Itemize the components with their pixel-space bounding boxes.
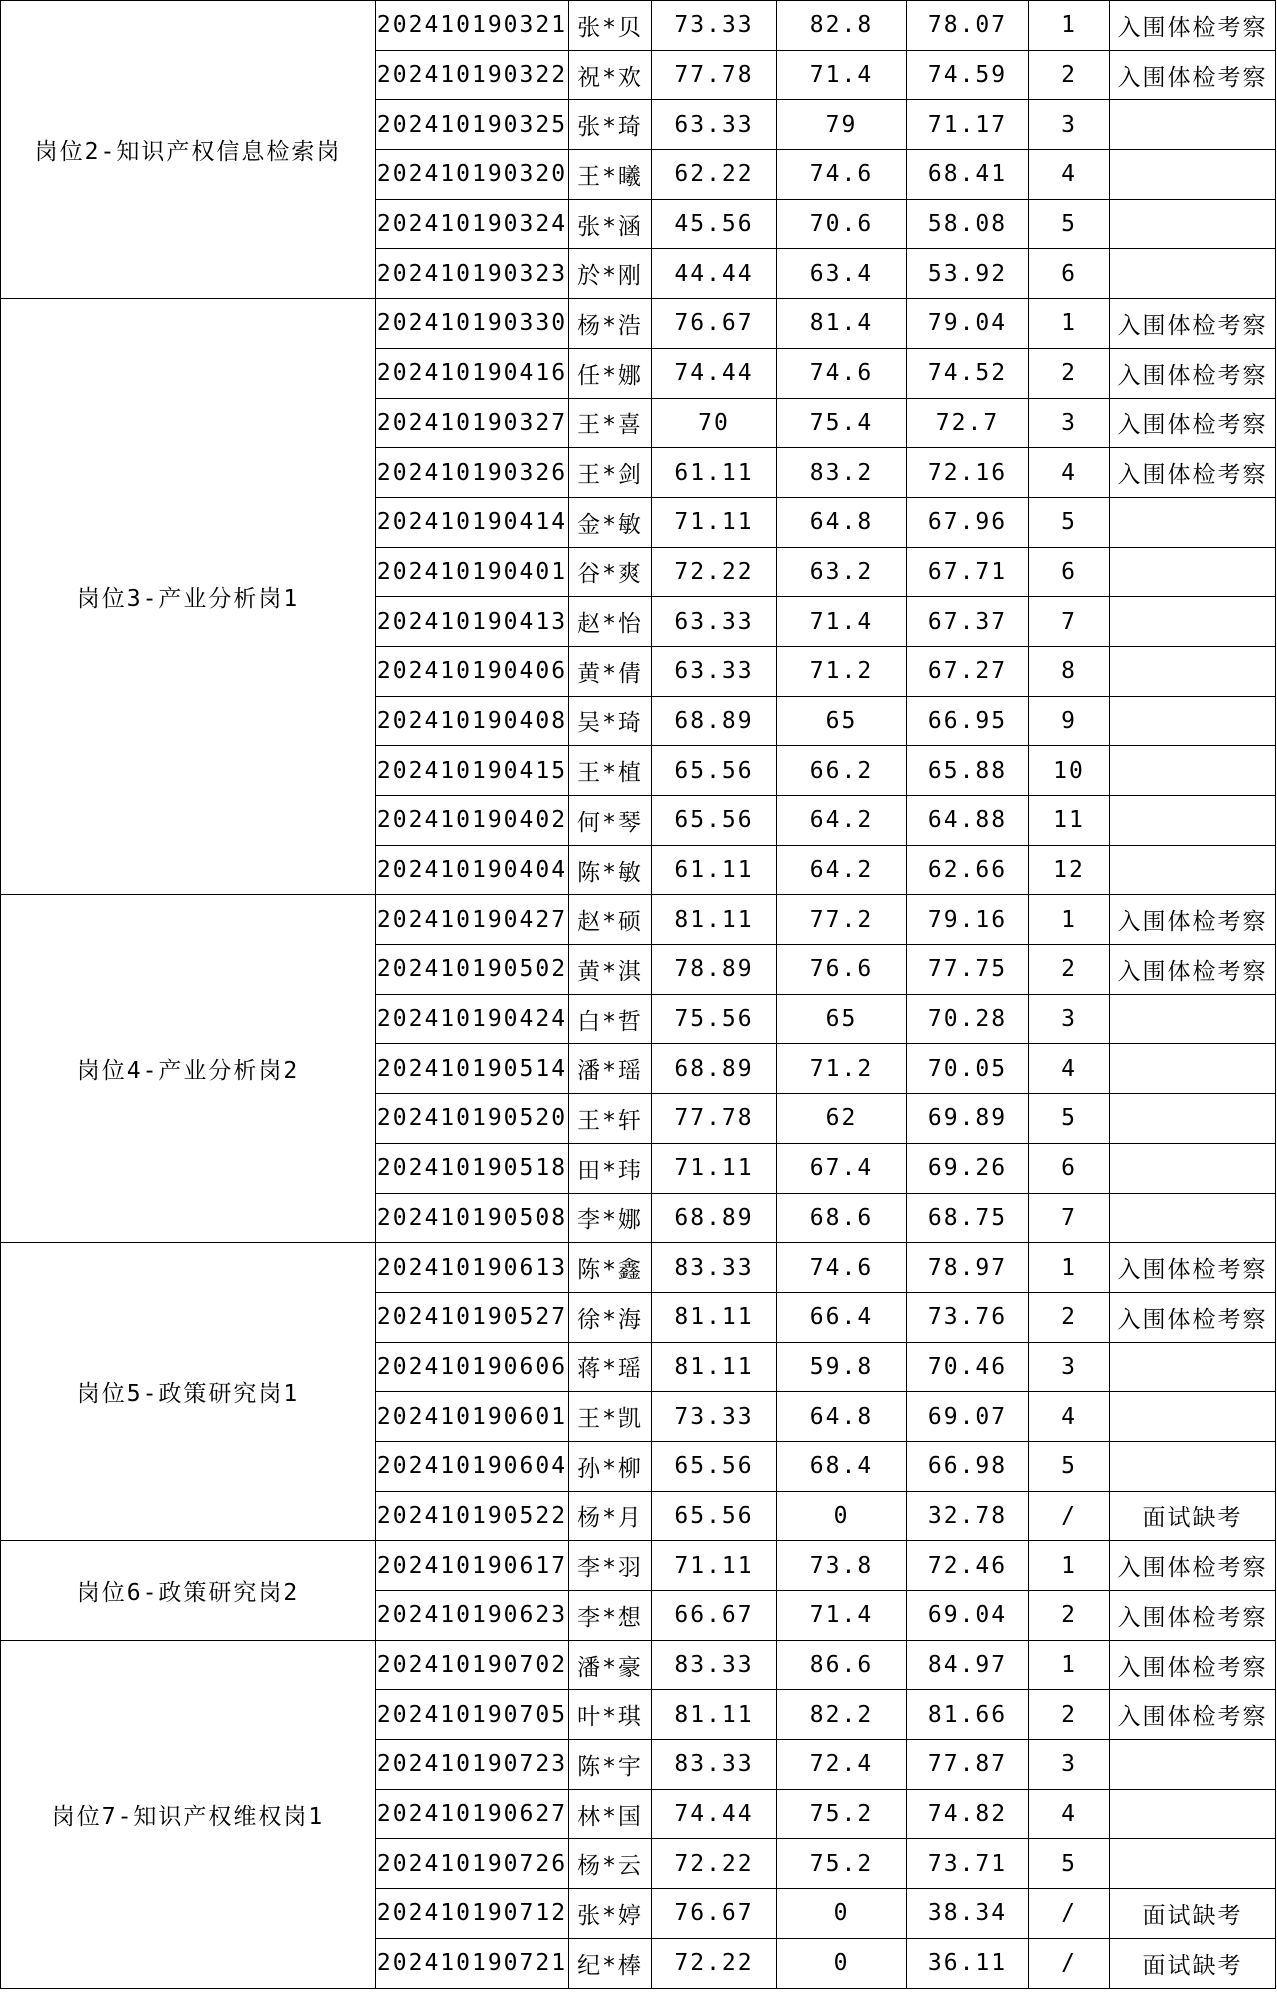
rank-cell: 5 xyxy=(1029,199,1110,249)
written-score-cell: 78.89 xyxy=(652,945,777,995)
remark-cell: 入围体检考察 xyxy=(1110,1541,1276,1591)
written-score-cell: 83.33 xyxy=(652,1740,777,1790)
candidate-name-cell: 黄*倩 xyxy=(569,646,652,696)
interview-score-cell: 66.2 xyxy=(777,746,907,796)
total-score-cell: 62.66 xyxy=(907,845,1029,895)
candidate-name-cell: 陈*宇 xyxy=(569,1740,652,1790)
total-score-cell: 68.75 xyxy=(907,1193,1029,1243)
candidate-name-cell: 王*植 xyxy=(569,746,652,796)
written-score-cell: 65.56 xyxy=(652,796,777,846)
post-name-cell: 岗位7-知识产权维权岗1 xyxy=(1,1640,376,1988)
total-score-cell: 53.92 xyxy=(907,249,1029,299)
rank-cell: 7 xyxy=(1029,1193,1110,1243)
interview-score-cell: 65 xyxy=(777,994,907,1044)
candidate-id-cell: 202410190712 xyxy=(376,1889,569,1939)
candidate-name-cell: 张*涵 xyxy=(569,199,652,249)
interview-score-cell: 65 xyxy=(777,696,907,746)
candidate-name-cell: 潘*豪 xyxy=(569,1640,652,1690)
written-score-cell: 44.44 xyxy=(652,249,777,299)
total-score-cell: 67.27 xyxy=(907,646,1029,696)
candidate-id-cell: 202410190522 xyxy=(376,1491,569,1541)
candidate-id-cell: 202410190320 xyxy=(376,150,569,200)
total-score-cell: 84.97 xyxy=(907,1640,1029,1690)
candidate-name-cell: 金*敏 xyxy=(569,497,652,547)
rank-cell: 4 xyxy=(1029,448,1110,498)
written-score-cell: 68.89 xyxy=(652,1193,777,1243)
written-score-cell: 75.56 xyxy=(652,994,777,1044)
candidate-name-cell: 林*国 xyxy=(569,1789,652,1839)
remark-cell: 入围体检考察 xyxy=(1110,448,1276,498)
candidate-name-cell: 於*刚 xyxy=(569,249,652,299)
rank-cell: 3 xyxy=(1029,100,1110,150)
written-score-cell: 71.11 xyxy=(652,1143,777,1193)
remark-cell xyxy=(1110,1740,1276,1790)
total-score-cell: 32.78 xyxy=(907,1491,1029,1541)
interview-score-cell: 63.2 xyxy=(777,547,907,597)
total-score-cell: 78.07 xyxy=(907,1,1029,51)
post-name-cell: 岗位5-政策研究岗1 xyxy=(1,1243,376,1541)
rank-cell: / xyxy=(1029,1889,1110,1939)
remark-cell xyxy=(1110,1143,1276,1193)
total-score-cell: 67.37 xyxy=(907,597,1029,647)
rank-cell: 6 xyxy=(1029,249,1110,299)
total-score-cell: 74.82 xyxy=(907,1789,1029,1839)
candidate-name-cell: 徐*海 xyxy=(569,1292,652,1342)
candidate-id-cell: 202410190413 xyxy=(376,597,569,647)
remark-cell: 面试缺考 xyxy=(1110,1938,1276,1988)
rank-cell: / xyxy=(1029,1491,1110,1541)
total-score-cell: 71.17 xyxy=(907,100,1029,150)
remark-cell xyxy=(1110,696,1276,746)
remark-cell xyxy=(1110,1342,1276,1392)
table-row xyxy=(1,1,1276,51)
remark-cell xyxy=(1110,249,1276,299)
written-score-cell: 72.22 xyxy=(652,1839,777,1889)
total-score-cell: 69.07 xyxy=(907,1392,1029,1442)
written-score-cell: 62.22 xyxy=(652,150,777,200)
candidate-id-cell: 202410190723 xyxy=(376,1740,569,1790)
interview-score-cell: 68.4 xyxy=(777,1441,907,1491)
written-score-cell: 83.33 xyxy=(652,1243,777,1293)
total-score-cell: 72.16 xyxy=(907,448,1029,498)
total-score-cell: 69.26 xyxy=(907,1143,1029,1193)
interview-score-cell: 79 xyxy=(777,100,907,150)
interview-score-cell: 75.2 xyxy=(777,1789,907,1839)
written-score-cell: 70 xyxy=(652,398,777,448)
remark-cell xyxy=(1110,746,1276,796)
remark-cell xyxy=(1110,1441,1276,1491)
remark-cell: 面试缺考 xyxy=(1110,1491,1276,1541)
total-score-cell: 67.71 xyxy=(907,547,1029,597)
remark-cell xyxy=(1110,994,1276,1044)
total-score-cell: 79.16 xyxy=(907,895,1029,945)
interview-score-cell: 81.4 xyxy=(777,299,907,349)
remark-cell: 面试缺考 xyxy=(1110,1889,1276,1939)
interview-score-cell: 68.6 xyxy=(777,1193,907,1243)
rank-cell: 9 xyxy=(1029,696,1110,746)
candidate-id-cell: 202410190408 xyxy=(376,696,569,746)
rank-cell: 6 xyxy=(1029,547,1110,597)
remark-cell xyxy=(1110,845,1276,895)
rank-cell: 12 xyxy=(1029,845,1110,895)
interview-score-cell: 71.4 xyxy=(777,50,907,100)
rank-cell: 2 xyxy=(1029,1591,1110,1641)
rank-cell: 3 xyxy=(1029,994,1110,1044)
remark-cell xyxy=(1110,1193,1276,1243)
interview-score-cell: 86.6 xyxy=(777,1640,907,1690)
remark-cell: 入围体检考察 xyxy=(1110,895,1276,945)
total-score-cell: 72.46 xyxy=(907,1541,1029,1591)
remark-cell xyxy=(1110,547,1276,597)
candidate-name-cell: 李*羽 xyxy=(569,1541,652,1591)
remark-cell xyxy=(1110,1044,1276,1094)
written-score-cell: 65.56 xyxy=(652,746,777,796)
candidate-id-cell: 202410190406 xyxy=(376,646,569,696)
interview-score-cell: 74.6 xyxy=(777,1243,907,1293)
remark-cell xyxy=(1110,1392,1276,1442)
candidate-id-cell: 202410190402 xyxy=(376,796,569,846)
post-name-cell: 岗位2-知识产权信息检索岗 xyxy=(1,1,376,299)
candidate-id-cell: 202410190330 xyxy=(376,299,569,349)
written-score-cell: 66.67 xyxy=(652,1591,777,1641)
interview-score-cell: 74.6 xyxy=(777,150,907,200)
rank-cell: 1 xyxy=(1029,1541,1110,1591)
remark-cell: 入围体检考察 xyxy=(1110,1640,1276,1690)
interview-score-cell: 62 xyxy=(777,1094,907,1144)
written-score-cell: 61.11 xyxy=(652,448,777,498)
interview-score-cell: 0 xyxy=(777,1938,907,1988)
candidate-name-cell: 王*凯 xyxy=(569,1392,652,1442)
candidate-id-cell: 202410190401 xyxy=(376,547,569,597)
candidate-id-cell: 202410190424 xyxy=(376,994,569,1044)
remark-cell: 入围体检考察 xyxy=(1110,1,1276,51)
candidate-name-cell: 杨*浩 xyxy=(569,299,652,349)
remark-cell: 入围体检考察 xyxy=(1110,299,1276,349)
candidate-name-cell: 陈*敏 xyxy=(569,845,652,895)
candidate-name-cell: 赵*硕 xyxy=(569,895,652,945)
candidate-name-cell: 黄*淇 xyxy=(569,945,652,995)
remark-cell xyxy=(1110,796,1276,846)
rank-cell: 4 xyxy=(1029,1392,1110,1442)
interview-score-cell: 82.8 xyxy=(777,1,907,51)
candidate-name-cell: 田*玮 xyxy=(569,1143,652,1193)
candidate-id-cell: 202410190427 xyxy=(376,895,569,945)
interview-score-cell: 77.2 xyxy=(777,895,907,945)
candidate-id-cell: 202410190324 xyxy=(376,199,569,249)
remark-cell xyxy=(1110,497,1276,547)
remark-cell: 入围体检考察 xyxy=(1110,1292,1276,1342)
remark-cell: 入围体检考察 xyxy=(1110,1591,1276,1641)
interview-score-cell: 74.6 xyxy=(777,348,907,398)
rank-cell: 5 xyxy=(1029,1441,1110,1491)
total-score-cell: 69.89 xyxy=(907,1094,1029,1144)
candidate-name-cell: 杨*月 xyxy=(569,1491,652,1541)
candidate-id-cell: 202410190705 xyxy=(376,1690,569,1740)
total-score-cell: 70.46 xyxy=(907,1342,1029,1392)
table-row xyxy=(1,1243,1276,1293)
rank-cell: 8 xyxy=(1029,646,1110,696)
candidate-name-cell: 叶*琪 xyxy=(569,1690,652,1740)
total-score-cell: 70.05 xyxy=(907,1044,1029,1094)
written-score-cell: 81.11 xyxy=(652,895,777,945)
candidate-name-cell: 任*娜 xyxy=(569,348,652,398)
written-score-cell: 68.89 xyxy=(652,696,777,746)
candidate-name-cell: 蒋*瑶 xyxy=(569,1342,652,1392)
written-score-cell: 68.89 xyxy=(652,1044,777,1094)
interview-score-cell: 70.6 xyxy=(777,199,907,249)
candidate-name-cell: 张*贝 xyxy=(569,1,652,51)
candidate-id-cell: 202410190518 xyxy=(376,1143,569,1193)
interview-score-cell: 75.2 xyxy=(777,1839,907,1889)
candidate-name-cell: 张*琦 xyxy=(569,100,652,150)
candidate-name-cell: 陈*鑫 xyxy=(569,1243,652,1293)
candidate-name-cell: 王*喜 xyxy=(569,398,652,448)
rank-cell: 1 xyxy=(1029,1243,1110,1293)
results-body xyxy=(1,1,1276,1989)
rank-cell: 4 xyxy=(1029,150,1110,200)
rank-cell: 1 xyxy=(1029,1,1110,51)
candidate-name-cell: 白*哲 xyxy=(569,994,652,1044)
remark-cell xyxy=(1110,1094,1276,1144)
interview-score-cell: 64.2 xyxy=(777,845,907,895)
candidate-name-cell: 吴*琦 xyxy=(569,696,652,746)
written-score-cell: 77.78 xyxy=(652,50,777,100)
candidate-id-cell: 202410190326 xyxy=(376,448,569,498)
interview-score-cell: 71.4 xyxy=(777,1591,907,1641)
candidate-name-cell: 王*曦 xyxy=(569,150,652,200)
total-score-cell: 66.98 xyxy=(907,1441,1029,1491)
total-score-cell: 58.08 xyxy=(907,199,1029,249)
remark-cell: 入围体检考察 xyxy=(1110,398,1276,448)
candidate-id-cell: 202410190604 xyxy=(376,1441,569,1491)
candidate-name-cell: 李*娜 xyxy=(569,1193,652,1243)
total-score-cell: 69.04 xyxy=(907,1591,1029,1641)
remark-cell xyxy=(1110,597,1276,647)
total-score-cell: 74.52 xyxy=(907,348,1029,398)
interview-score-cell: 63.4 xyxy=(777,249,907,299)
candidate-id-cell: 202410190414 xyxy=(376,497,569,547)
candidate-id-cell: 202410190623 xyxy=(376,1591,569,1641)
candidate-name-cell: 何*琴 xyxy=(569,796,652,846)
remark-cell: 入围体检考察 xyxy=(1110,50,1276,100)
remark-cell: 入围体检考察 xyxy=(1110,1690,1276,1740)
candidate-name-cell: 李*想 xyxy=(569,1591,652,1641)
total-score-cell: 38.34 xyxy=(907,1889,1029,1939)
total-score-cell: 73.71 xyxy=(907,1839,1029,1889)
rank-cell: / xyxy=(1029,1938,1110,1988)
remark-cell: 入围体检考察 xyxy=(1110,945,1276,995)
candidate-id-cell: 202410190327 xyxy=(376,398,569,448)
written-score-cell: 73.33 xyxy=(652,1,777,51)
rank-cell: 11 xyxy=(1029,796,1110,846)
candidate-id-cell: 202410190514 xyxy=(376,1044,569,1094)
total-score-cell: 81.66 xyxy=(907,1690,1029,1740)
candidate-name-cell: 纪*棒 xyxy=(569,1938,652,1988)
table-row xyxy=(1,1541,1276,1591)
candidate-id-cell: 202410190721 xyxy=(376,1938,569,1988)
interview-score-cell: 0 xyxy=(777,1889,907,1939)
rank-cell: 4 xyxy=(1029,1789,1110,1839)
candidate-id-cell: 202410190520 xyxy=(376,1094,569,1144)
rank-cell: 1 xyxy=(1029,895,1110,945)
post-name-cell: 岗位4-产业分析岗2 xyxy=(1,895,376,1243)
candidate-id-cell: 202410190702 xyxy=(376,1640,569,1690)
candidate-id-cell: 202410190415 xyxy=(376,746,569,796)
remark-cell: 入围体检考察 xyxy=(1110,348,1276,398)
interview-score-cell: 64.2 xyxy=(777,796,907,846)
written-score-cell: 81.11 xyxy=(652,1690,777,1740)
interview-score-cell: 71.4 xyxy=(777,597,907,647)
written-score-cell: 63.33 xyxy=(652,597,777,647)
candidate-id-cell: 202410190508 xyxy=(376,1193,569,1243)
written-score-cell: 76.67 xyxy=(652,299,777,349)
candidate-id-cell: 202410190726 xyxy=(376,1839,569,1889)
written-score-cell: 63.33 xyxy=(652,646,777,696)
post-name-cell: 岗位3-产业分析岗1 xyxy=(1,299,376,895)
total-score-cell: 67.96 xyxy=(907,497,1029,547)
total-score-cell: 36.11 xyxy=(907,1938,1029,1988)
candidate-id-cell: 202410190617 xyxy=(376,1541,569,1591)
remark-cell xyxy=(1110,1789,1276,1839)
remark-cell xyxy=(1110,646,1276,696)
rank-cell: 4 xyxy=(1029,1044,1110,1094)
total-score-cell: 66.95 xyxy=(907,696,1029,746)
table-row xyxy=(1,895,1276,945)
written-score-cell: 61.11 xyxy=(652,845,777,895)
candidate-name-cell: 张*婷 xyxy=(569,1889,652,1939)
rank-cell: 3 xyxy=(1029,1740,1110,1790)
candidate-name-cell: 谷*爽 xyxy=(569,547,652,597)
rank-cell: 2 xyxy=(1029,1690,1110,1740)
interview-score-cell: 73.8 xyxy=(777,1541,907,1591)
remark-cell: 入围体检考察 xyxy=(1110,1243,1276,1293)
candidate-name-cell: 王*轩 xyxy=(569,1094,652,1144)
written-score-cell: 72.22 xyxy=(652,547,777,597)
interview-score-cell: 64.8 xyxy=(777,497,907,547)
rank-cell: 2 xyxy=(1029,945,1110,995)
candidate-id-cell: 202410190606 xyxy=(376,1342,569,1392)
total-score-cell: 72.7 xyxy=(907,398,1029,448)
rank-cell: 2 xyxy=(1029,348,1110,398)
rank-cell: 10 xyxy=(1029,746,1110,796)
interview-score-cell: 59.8 xyxy=(777,1342,907,1392)
rank-cell: 2 xyxy=(1029,1292,1110,1342)
written-score-cell: 73.33 xyxy=(652,1392,777,1442)
candidate-name-cell: 孙*柳 xyxy=(569,1441,652,1491)
candidate-name-cell: 潘*瑶 xyxy=(569,1044,652,1094)
candidate-id-cell: 202410190502 xyxy=(376,945,569,995)
candidate-name-cell: 杨*云 xyxy=(569,1839,652,1889)
written-score-cell: 71.11 xyxy=(652,497,777,547)
written-score-cell: 81.11 xyxy=(652,1342,777,1392)
interview-score-cell: 76.6 xyxy=(777,945,907,995)
candidate-id-cell: 202410190321 xyxy=(376,1,569,51)
written-score-cell: 72.22 xyxy=(652,1938,777,1988)
written-score-cell: 76.67 xyxy=(652,1889,777,1939)
candidate-name-cell: 祝*欢 xyxy=(569,50,652,100)
written-score-cell: 65.56 xyxy=(652,1441,777,1491)
rank-cell: 1 xyxy=(1029,1640,1110,1690)
written-score-cell: 81.11 xyxy=(652,1292,777,1342)
written-score-cell: 65.56 xyxy=(652,1491,777,1541)
candidate-id-cell: 202410190404 xyxy=(376,845,569,895)
remark-cell xyxy=(1110,199,1276,249)
total-score-cell: 79.04 xyxy=(907,299,1029,349)
rank-cell: 7 xyxy=(1029,597,1110,647)
interview-score-cell: 82.2 xyxy=(777,1690,907,1740)
interview-score-cell: 71.2 xyxy=(777,1044,907,1094)
post-name-cell: 岗位6-政策研究岗2 xyxy=(1,1541,376,1640)
rank-cell: 3 xyxy=(1029,1342,1110,1392)
rank-cell: 1 xyxy=(1029,299,1110,349)
candidate-id-cell: 202410190416 xyxy=(376,348,569,398)
written-score-cell: 74.44 xyxy=(652,1789,777,1839)
written-score-cell: 45.56 xyxy=(652,199,777,249)
total-score-cell: 77.75 xyxy=(907,945,1029,995)
candidate-name-cell: 王*剑 xyxy=(569,448,652,498)
total-score-cell: 64.88 xyxy=(907,796,1029,846)
total-score-cell: 77.87 xyxy=(907,1740,1029,1790)
rank-cell: 6 xyxy=(1029,1143,1110,1193)
interview-score-cell: 75.4 xyxy=(777,398,907,448)
rank-cell: 3 xyxy=(1029,398,1110,448)
total-score-cell: 65.88 xyxy=(907,746,1029,796)
total-score-cell: 70.28 xyxy=(907,994,1029,1044)
total-score-cell: 68.41 xyxy=(907,150,1029,200)
candidate-id-cell: 202410190323 xyxy=(376,249,569,299)
total-score-cell: 74.59 xyxy=(907,50,1029,100)
written-score-cell: 63.33 xyxy=(652,100,777,150)
interview-score-cell: 83.2 xyxy=(777,448,907,498)
candidate-name-cell: 赵*怡 xyxy=(569,597,652,647)
candidate-id-cell: 202410190527 xyxy=(376,1292,569,1342)
total-score-cell: 78.97 xyxy=(907,1243,1029,1293)
written-score-cell: 77.78 xyxy=(652,1094,777,1144)
written-score-cell: 74.44 xyxy=(652,348,777,398)
total-score-cell: 73.76 xyxy=(907,1292,1029,1342)
rank-cell: 5 xyxy=(1029,1839,1110,1889)
candidate-id-cell: 202410190613 xyxy=(376,1243,569,1293)
interview-score-cell: 72.4 xyxy=(777,1740,907,1790)
candidate-id-cell: 202410190322 xyxy=(376,50,569,100)
candidate-id-cell: 202410190325 xyxy=(376,100,569,150)
written-score-cell: 83.33 xyxy=(652,1640,777,1690)
interview-score-cell: 67.4 xyxy=(777,1143,907,1193)
table-row xyxy=(1,299,1276,349)
interview-score-cell: 0 xyxy=(777,1491,907,1541)
remark-cell xyxy=(1110,150,1276,200)
candidate-id-cell: 202410190601 xyxy=(376,1392,569,1442)
interview-score-cell: 71.2 xyxy=(777,646,907,696)
interview-score-cell: 66.4 xyxy=(777,1292,907,1342)
remark-cell xyxy=(1110,1839,1276,1889)
interview-score-cell: 64.8 xyxy=(777,1392,907,1442)
rank-cell: 2 xyxy=(1029,50,1110,100)
table-row xyxy=(1,1640,1276,1690)
rank-cell: 5 xyxy=(1029,497,1110,547)
candidate-id-cell: 202410190627 xyxy=(376,1789,569,1839)
remark-cell xyxy=(1110,100,1276,150)
written-score-cell: 71.11 xyxy=(652,1541,777,1591)
rank-cell: 5 xyxy=(1029,1094,1110,1144)
